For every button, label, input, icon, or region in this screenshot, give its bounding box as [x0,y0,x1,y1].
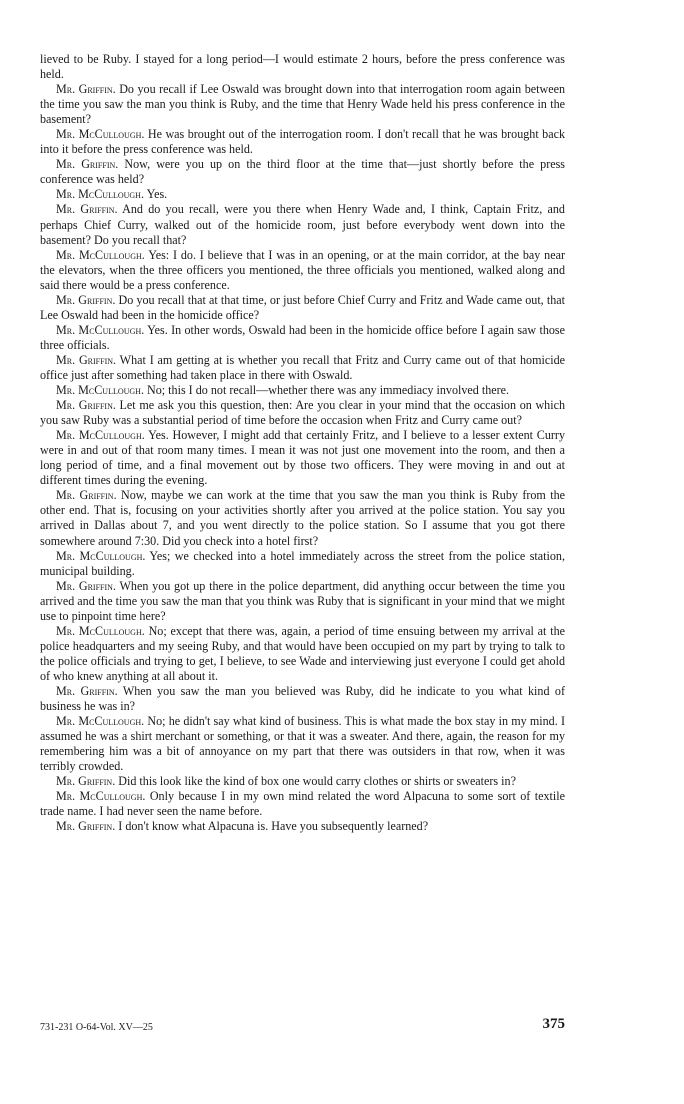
paragraph-text: Let me ask you this question, then: Are you clear in your mind that the occasion on which you saw Ruby was a substantial period of time before the occasion when Fritz and Curry came out? [40,398,566,428]
speaker-name: Mr. McCullough. [56,383,144,398]
paragraph-text: lieved to be Ruby. I stayed for a long period—I would estimate 2 hours, before the press conference was held. [40,52,565,82]
speaker-name: Mr. McCullough. [56,714,145,729]
transcript-paragraph [40,52,565,82]
paragraph-text: Now, were you up on the third floor at the time that—just shortly before the press conference was held? [40,157,566,187]
paragraph-text: When you saw the man you believed was Ruby, did he indicate to you what kind of business he was in? [40,683,565,714]
speaker-name: Mr. McCullough. [56,428,145,443]
speaker-name: Mr. Griffin. [56,352,117,367]
speaker-name: Mr. Griffin. [56,488,117,503]
paragraph-text: Yes: I do. I believe that I was in an opening, or at the main corridor, at the bay near the elevators, when the three officers you mentioned, the three officials you mentioned, walked along and said there would be a press conference. [40,247,565,292]
transcript-paragraph [40,819,565,834]
speaker-name: Mr. Griffin. [56,398,116,413]
paragraph-text: When you got up there in the police department, did anything occur between the time you arrived and the time you saw the man that you think was Ruby that is significant in your mind that we might use to pinpoint time here? [40,578,566,623]
speaker-name: Mr. Griffin. [56,774,116,789]
transcript-paragraph [40,684,565,714]
speaker-name: Mr. Griffin. [56,819,116,834]
paragraph-text: Did this look like the kind of box one would carry clothes or shirts or sweaters in? [118,774,516,789]
paragraph-text: Yes. However, I might add that certainly Fritz, and I believe to a lesser extent Curry were in and out of that room many times. I mean it was not just one movement into the room, and then a long period of time, and a final movement out by those two officers. They were moving in and out at different times during the evening. [40,428,565,488]
transcript-paragraph [40,383,565,398]
transcript-paragraph [40,398,565,428]
paragraph-text: Yes. In other words, Oswald had been in the homicide office before I again saw those three officials. [40,322,565,352]
transcript-paragraph [40,202,565,247]
speaker-name: Mr. McCullough. [56,187,144,202]
transcript-paragraph [40,157,565,187]
speaker-name: Mr. Griffin. [56,292,116,307]
paragraph-text: I don't know what Alpacuna is. Have you subsequently learned? [118,819,429,834]
transcript-paragraph [40,774,565,789]
paragraph-text: Yes; we checked into a hotel immediately across the street from the police station, municipal building. [40,548,565,578]
speaker-name: Mr. McCullough. [56,247,145,262]
transcript-paragraph [40,714,565,774]
paragraph-text: Yes. [146,187,168,202]
paragraph-text: Do you recall that at that time, or just before Chief Curry and Fritz and Wade came out, that Lee Oswald had been in the homicide office? [40,292,565,322]
paragraph-text: What I am getting at is whether you recall that Fritz and Curry came out of that homicide office just after something had taken place in there with Oswald. [40,352,565,382]
speaker-name: Mr. McCullough. [56,322,145,337]
paragraph-text: Do you recall if Lee Oswald was brought down into that interrogation room again between the time you saw the man you think is Ruby, and the time that Henry Wade held his press conference in the basement? [40,82,565,127]
transcript-body [40,52,565,834]
page-number: 375 [542,1016,565,1032]
transcript-paragraph [40,549,565,579]
transcript-paragraph [40,187,565,202]
paragraph-text: He was brought out of the interrogation room. I don't recall that he was brought back into it before the press conference was held. [40,127,565,157]
transcript-paragraph [40,353,565,383]
transcript-paragraph [40,428,565,488]
paragraph-text: No; except that there was, again, a period of time ensuing between my arrival at the police headquarters and my seeing Ruby, and that would have been occupied on my part by trying to talk to the police officials and trying to get, I believe, to see Wade and interviewing just everyone I could get ahold of who knew anything at all about it. [40,623,565,683]
transcript-paragraph [40,82,565,127]
transcript-paragraph [40,579,565,624]
transcript-paragraph [40,488,565,548]
transcript-paragraph [40,293,565,323]
transcript-paragraph [40,789,565,819]
transcript-paragraph [40,323,565,353]
speaker-name: Mr. Griffin. [56,82,116,97]
speaker-name: Mr. Griffin. [56,683,118,698]
speaker-name: Mr. Griffin. [56,578,116,593]
transcript-paragraph [40,624,565,684]
paragraph-text: Now, maybe we can work at the time that you saw the man you think is Ruby from the other end. That is, focusing on your activities shortly after you arrived at the police station. You say you arrived in Dallas about 7, and you went directly to the police station. So I assume that you got there somewhere around 7:30. Did you check into a hotel first? [40,488,565,548]
paragraph-text: And do you recall, were you there when Henry Wade and, I think, Captain Fritz, and perhaps Chief Curry, walked out of the homicide room, just before everybody went down into the basement? Do you recall that? [40,202,565,247]
paragraph-text: Only because I in my own mind related the word Alpacuna to some sort of textile trade name. I had never seen the name before. [40,789,565,819]
speaker-name: Mr. McCullough. [56,548,146,563]
page-footer [40,1016,565,1036]
paragraph-text: No; he didn't say what kind of business. This is what made the box stay in my mind. I assumed he was a shirt merchant or something, or that it was a sweater. And there, again, the reason for my remembering him was a bit of annoyance on my part that there was outsiders in that row, when it was terribly crowded. [40,714,565,774]
speaker-name: Mr. Griffin. [56,157,119,172]
print-code: 731-231 O-64-Vol. XV—25 [40,1022,153,1033]
paragraph-text: No; this I do not recall—whether there was any immediacy involved there. [147,383,510,398]
transcript-paragraph [40,127,565,157]
speaker-name: Mr. Griffin. [56,202,118,217]
speaker-name: Mr. McCullough. [56,127,145,142]
transcript-paragraph [40,248,565,293]
speaker-name: Mr. McCullough. [56,623,145,638]
speaker-name: Mr. McCullough. [56,789,146,804]
